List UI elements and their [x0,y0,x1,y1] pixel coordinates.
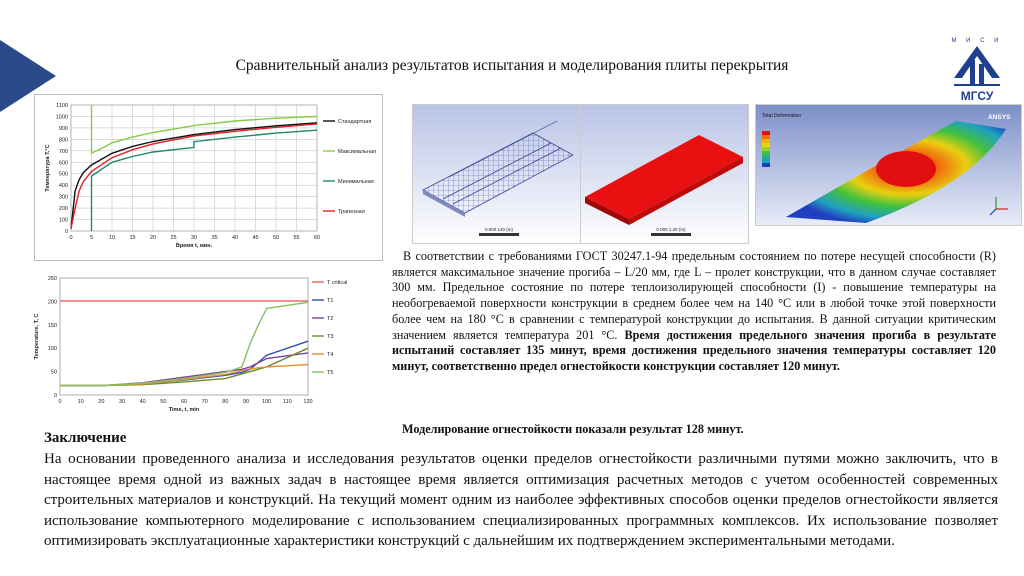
mgsu-logo [950,20,1004,106]
x-tick-label: 110 [282,399,292,405]
unexposed-surface-temperature-chart [34,270,364,415]
y-tick-label: 50 [50,369,57,376]
y-tick-label: 1100 [56,103,68,109]
description-text: В соответствии с требованиями ГОСТ 30247.1-94 предельным состоянием по потере несущей способности (R) является максимальное значение прогиба – L/20 мм, где L – пролет конструкции, что в данном случае составляет 300 мм. Предельное состояние по потере теплоизолирующей способности (I) - повышение температуры на необогреваемой поверхности конструкции в среднем более чем на 140 °С или в любой точке этой поверхности более чем на 180 °С в сравнении с температурой конструкции до испытания. В данной ситуации критическим значением является температура 201 °С. [392,249,996,342]
legend-label: T critical [327,280,348,286]
y-tick-label: 900 [58,125,68,132]
conclusion-text: На основании проведенного анализа и исследования результатов оценки пределов огнестойкости различными путями можно заключить, что в настоящее время одной из важных задач в настоящее время является оптимизация расчетных методов с учетом особенностей современных строительных материалов и конструкций. На текущий момент одним из наиболее эффективных способов оценки пределов огнестойкости является использование компьютерного моделирование с использованием специализированных программных комплексов. Их использование позволяет оптимизировать эксплуатационные характеристики конструкций с дальнейшим их подтверждением экспериментальными методами. [44,451,998,549]
x-axis-label: Time, t, min [168,407,200,413]
x-tick-label: 60 [180,399,188,405]
x-tick-label: 35 [211,235,218,241]
legend-label: Минимальная [338,179,374,185]
legend-label: Трапезная [338,209,365,215]
x-tick-label: 20 [98,399,105,405]
x-tick-label: 40 [231,235,239,241]
y-tick-label: 0 [53,393,57,399]
test-description [392,249,996,375]
legend-label: T3 [327,334,334,340]
legend-label: T4 [327,352,334,358]
simulation-result: Моделирование огнестойкости показали результат 128 минут. [402,422,744,436]
deformation-result-image [755,104,1022,226]
x-tick-label: 120 [303,399,313,405]
legend-label: Максимальная [338,149,376,155]
x-tick-label: 40 [139,399,146,405]
x-tick-label: 25 [170,235,177,241]
x-tick-label: 30 [190,235,198,241]
sim3-brand: ANSYS [988,114,1011,121]
y-axis-label: Temperature, T, C [34,313,40,360]
y-tick-label: 600 [58,160,68,167]
page-title: Сравнительный анализ результатов испытания и моделирования плиты перекрытия [235,57,789,74]
x-tick-label: 0 [69,235,73,241]
fire-curves-chart-svg [35,95,382,260]
sim3-caption: Total Deformation [762,113,802,119]
logo-letters: М И С И [951,38,1003,44]
mesh-model-image [412,104,581,244]
y-tick-label: 100 [47,346,57,353]
x-tick-label: 10 [77,399,84,405]
sim2-scale: 0.000 1.20 (m) [656,227,686,232]
y-tick-label: 300 [58,194,68,201]
description-bold-text: Время достижения предельного значения прогиба в результате испытаний составляет 135 минут, время достижения предельного значения температуры составляет 120 минут, соответственно предел огнестойкости конструкции составляет 120 минут. [392,327,996,373]
y-tick-label: 500 [58,171,68,178]
legend-label: Стандартная [338,119,372,125]
x-tick-label: 50 [160,399,167,405]
y-tick-label: 200 [47,299,57,306]
y-tick-label: 400 [58,183,68,190]
y-axis-label: Температура Т,°С [45,144,51,192]
x-tick-label: 45 [252,235,259,241]
x-tick-label: 0 [58,399,62,405]
x-tick-label: 30 [118,399,126,405]
y-tick-label: 0 [64,229,68,235]
legend-label: T2 [327,316,334,322]
x-tick-label: 50 [272,235,280,241]
legend-label: T1 [327,298,334,304]
legend-label: T5 [327,370,334,376]
y-tick-label: 700 [58,148,68,155]
y-tick-label: 1000 [55,114,68,121]
y-tick-label: 200 [58,206,68,213]
x-tick-label: 80 [222,399,229,405]
fire-curves-chart [34,94,383,261]
x-tick-label: 90 [242,399,250,405]
y-tick-label: 250 [47,276,57,282]
sim1-scale: 0.000 120 (m) [484,227,514,232]
unexposed-surface-temperature-chart-svg [34,270,364,415]
x-tick-label: 55 [293,235,300,241]
x-tick-label: 5 [89,235,94,241]
y-tick-label: 150 [47,322,57,329]
y-tick-label: 800 [58,137,68,144]
x-tick-label: 100 [262,399,272,405]
logo-text: МГСУ [960,89,994,103]
solid-model-image [580,104,749,244]
x-tick-label: 20 [149,235,157,241]
x-tick-label: 15 [129,235,136,241]
x-tick-label: 60 [313,235,321,241]
y-tick-label: 100 [58,217,68,224]
x-tick-label: 70 [201,399,208,405]
conclusion-heading: Заключение [44,430,127,446]
x-tick-label: 10 [108,235,116,241]
x-axis-label: Время t, мин. [175,243,213,249]
